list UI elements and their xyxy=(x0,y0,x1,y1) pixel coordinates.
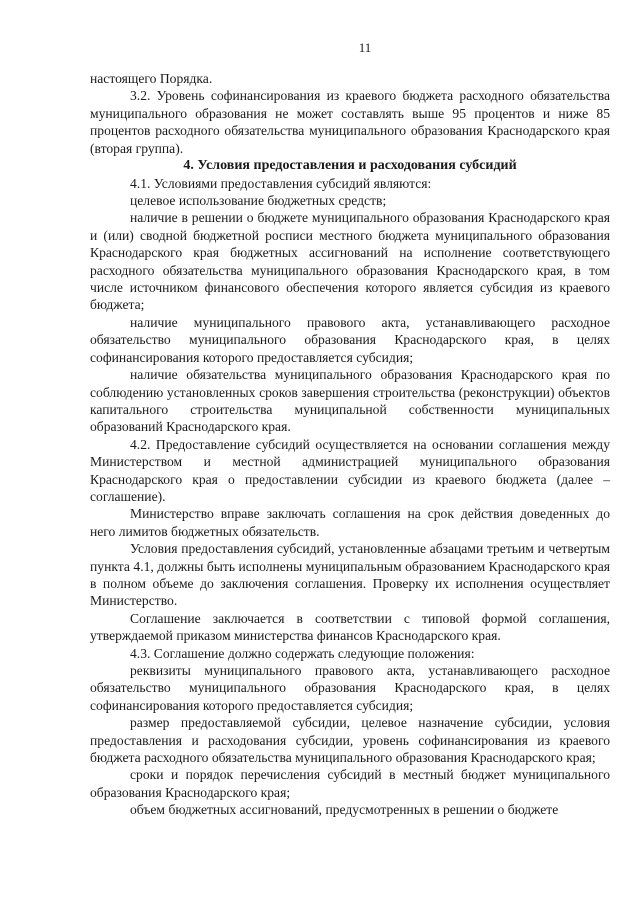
paragraph: наличие в решении о бюджете муниципального образования Краснодарского края и (или) сводной бюджетной росписи местного бюджета муниципального образования Краснодарского края бюджетных ассигнований на исполнение соответствующего расходного обязательства муниципального образования Краснодарского края, в том числе источником финансового обеспечения которого является субсидия из краевого бюджета; xyxy=(90,210,610,313)
paragraph: Соглашение заключается в соответствии с типовой формой соглашения, утверждаемой приказом министерства финансов Краснодарского края. xyxy=(90,610,610,644)
section-heading: 4. Условия предоставления и расходования субсидий xyxy=(183,158,517,174)
paragraph: 4.1. Условиями предоставления субсидий являются: xyxy=(130,175,432,191)
paragraph: объем бюджетных ассигнований, предусмотренных в решении о бюджете xyxy=(130,802,559,818)
paragraph: целевое использование бюджетных средств; xyxy=(130,193,387,209)
document-page xyxy=(90,40,610,819)
paragraph: 4.3. Соглашение должно содержать следующие положения: xyxy=(130,645,475,661)
paragraph: размер предоставляемой субсидии, целевое назначение субсидии, условия предоставления и расходования субсидии, уровень софинансирования из краевого бюджета расходного обязательства муниципального образования Краснодарского края; xyxy=(90,715,610,766)
paragraph: 4.2. Предоставление субсидий осуществляется на основании соглашения между Министерством и местной администрацией муниципального образования Краснодарского края о предоставлении субсидии из краевого бюджета (далее – соглашение). xyxy=(90,436,610,504)
paragraph: наличие обязательства муниципального образования Краснодарского края по соблюдению установленных сроков завершения строительства (реконструкции) объектов капитального строительства муниципальной собственности муниципальных образований Краснодарского края. xyxy=(90,367,610,435)
document-body xyxy=(90,70,610,819)
paragraph: сроки и порядок перечисления субсидий в местный бюджет муниципального образования Краснодарского края; xyxy=(90,767,610,800)
paragraph: Условия предоставления субсидий, установленные абзацами третьим и четвертым пункта 4.1, должны быть исполнены муниципальным образованием Краснодарского края в полном объеме до заключения соглашения. Проверку их исполнения осуществляет Министерство. xyxy=(90,541,610,609)
paragraph: Министерство вправе заключать соглашения на срок действия доведенных до него лимитов бюджетных обязательств. xyxy=(90,506,610,539)
paragraph: реквизиты муниципального правового акта, устанавливающего расходное обязательство муниципального образования Краснодарского края, в целях софинансирования которого предоставляется субсидия; xyxy=(90,663,610,713)
paragraph: 3.2. Уровень софинансирования из краевого бюджета расходного обязательства муниципального образования не может составлять выше 95 процентов и ниже 85 процентов расходного обязательства муниципального образования Краснодарского края (вторая группа). xyxy=(90,88,610,156)
paragraph: наличие муниципального правового акта, устанавливающего расходное обязательство муниципального образования Краснодарского края, в целях софинансирования которого предоставляется субсидия; xyxy=(90,314,610,365)
paragraph: настоящего Порядка. xyxy=(90,71,213,86)
page-number: 11 xyxy=(358,40,372,55)
